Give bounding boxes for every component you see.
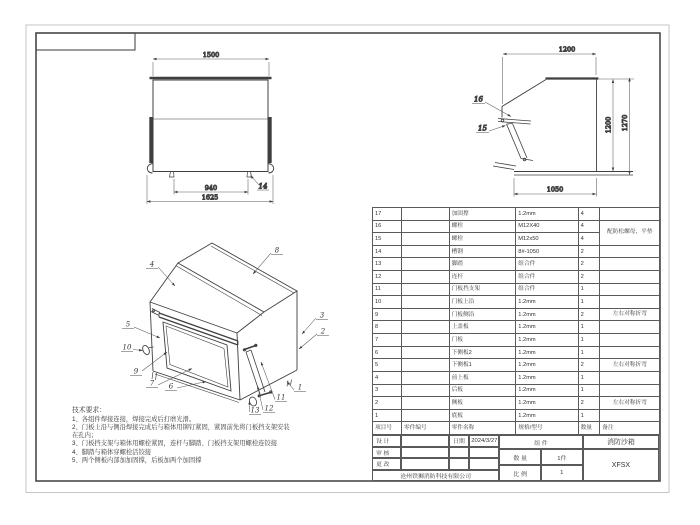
front-dim-top: 1500: [202, 51, 220, 59]
balloon-4: 4: [149, 260, 155, 269]
balloon-6: 6: [168, 382, 174, 391]
balloon-15: 15: [478, 124, 487, 133]
cell-qty: 1: [578, 384, 600, 397]
design-value: [401, 435, 449, 447]
front-dim-bottom: 1625: [201, 193, 219, 202]
cell-part-name: 螺栓: [449, 220, 516, 233]
front-dim-inner: 940: [204, 184, 218, 192]
change-value: [401, 458, 449, 470]
side-dim-top: 1200: [558, 45, 576, 54]
qty-label: 数 量: [499, 449, 541, 465]
scale-label: 比 例: [499, 465, 541, 481]
empty-cell: [449, 458, 470, 470]
cell-item-no: 17: [373, 208, 402, 221]
table-row: [373, 245, 660, 258]
product-code: XFSX: [583, 449, 660, 481]
table-row: [373, 258, 660, 271]
cell-part-no: [402, 245, 450, 258]
balloon-9: 9: [133, 367, 139, 376]
cell-spec: 1.2mm: [516, 296, 578, 309]
cell-item-no: 10: [373, 296, 402, 309]
cell-qty: 2: [578, 359, 600, 372]
cell-qty: 1: [578, 409, 600, 422]
balloon-8: 8: [274, 246, 280, 255]
balloon-5: 5: [125, 320, 131, 329]
cell-qty: 4: [578, 220, 600, 233]
title-block: [372, 435, 660, 481]
cell-spec: 1.2mm: [516, 308, 578, 321]
balloon-11: 11: [276, 393, 286, 402]
cell-part-no: [402, 220, 450, 233]
cell-note: 配防松螺母，平垫: [600, 220, 660, 245]
cell-qty: 2: [578, 245, 600, 258]
cell-part-name: 门板挡支架: [449, 283, 516, 296]
cell-part-no: [402, 208, 450, 221]
cell-spec: 组合件: [516, 283, 578, 296]
table-row: [373, 283, 660, 296]
cell-part-name: 加固撑: [449, 208, 516, 221]
cell-item-no: 6: [373, 346, 402, 359]
tech-requirement-line: 2、门板上沿与侧沿焊接完成后与箱体用铆钉紧固，紧固前先将门板挡支架安装: [72, 424, 290, 431]
table-row: [373, 321, 660, 334]
cell-qty: 2: [578, 308, 600, 321]
cell-qty: 1: [578, 334, 600, 347]
table-row: [373, 371, 660, 384]
balloon-12: 12: [264, 404, 274, 413]
cell-part-no: [402, 308, 450, 321]
cell-spec: M12X40: [516, 220, 578, 233]
cell-spec: 1.2mm: [516, 397, 578, 410]
table-row: [373, 334, 660, 347]
tech-requirements-title: 技术要求：: [72, 407, 106, 414]
design-label: 设 计: [372, 435, 401, 447]
header-cell: 零件编号: [402, 422, 450, 435]
table-row: [373, 208, 660, 221]
cell-qty: 2: [578, 397, 600, 410]
isometric-view-drawing: [121, 243, 329, 415]
scale-value: 1: [541, 465, 583, 481]
qty-value: 1件: [541, 449, 583, 465]
cell-part-name: 后板: [449, 384, 516, 397]
table-row: [373, 346, 660, 359]
cell-item-no: 13: [373, 258, 402, 271]
cell-item-no: 9: [373, 308, 402, 321]
cell-spec: M12x50: [516, 233, 578, 246]
cell-item-no: 3: [373, 384, 402, 397]
cell-part-no: [402, 321, 450, 334]
review-label: 审 核: [372, 447, 401, 459]
balloon-3: 3: [319, 311, 325, 320]
cell-part-no: [402, 346, 450, 359]
cell-note: [600, 371, 660, 384]
side-view-drawing: [472, 46, 634, 197]
cell-spec: 1.2mm: [516, 346, 578, 359]
front-view-drawing: [147, 51, 274, 204]
table-row: [373, 308, 660, 321]
side-dim-bottom: 1050: [546, 185, 564, 194]
cell-part-name: 门板: [449, 334, 516, 347]
balloon-14: 14: [258, 182, 268, 191]
cell-note: 左右对称折弯: [600, 308, 660, 321]
cell-item-no: 11: [373, 283, 402, 296]
corner-box: [36, 33, 135, 50]
cell-item-no: 7: [373, 334, 402, 347]
table-row: [373, 384, 660, 397]
cell-qty: 4: [578, 208, 600, 221]
parts-table-body: [373, 208, 660, 435]
table-row: [373, 296, 660, 309]
cell-spec: 8#-1050: [516, 245, 578, 258]
cell-note: [600, 208, 660, 221]
cell-note: [600, 384, 660, 397]
cell-item-no: 14: [373, 245, 402, 258]
cell-part-name: 侧板: [449, 397, 516, 410]
assembly-label: 组 件: [499, 435, 582, 449]
date-value: 2024/3/27: [469, 435, 499, 447]
cell-item-no: 5: [373, 359, 402, 372]
review-value: [401, 447, 449, 459]
balloon-1: 1: [297, 383, 303, 392]
cell-part-name: 下侧板2: [449, 346, 516, 359]
company-name: 沧州铁狮消防科技有限公司: [372, 470, 499, 482]
technical-requirements: [72, 404, 334, 465]
cell-spec: 1.2mm: [516, 334, 578, 347]
cell-note: [600, 245, 660, 258]
cell-qty: 2: [578, 258, 600, 271]
tech-requirement-line: 5、两个侧板内部加加固撑，后板加两个加固撑: [72, 456, 202, 464]
cell-note: [600, 346, 660, 359]
table-row: [373, 397, 660, 410]
cell-spec: 1.2mm: [516, 371, 578, 384]
cell-part-no: [402, 397, 450, 410]
header-cell: 零件名称: [449, 422, 516, 435]
cell-qty: 1: [578, 321, 600, 334]
header-cell: 数量: [578, 422, 600, 435]
table-row: [373, 271, 660, 284]
cell-item-no: 15: [373, 233, 402, 246]
cell-item-no: 1: [373, 409, 402, 422]
balloon-16: 16: [474, 95, 483, 104]
cell-spec: 1.2mm: [516, 359, 578, 372]
cell-qty: 1: [578, 283, 600, 296]
cell-part-no: [402, 296, 450, 309]
cell-part-name: 槽钢: [449, 245, 516, 258]
empty-cell: [469, 458, 499, 470]
cell-spec: 1.2mm: [516, 321, 578, 334]
table-header-row: [373, 422, 660, 435]
cell-spec: 组合件: [516, 258, 578, 271]
table-row: [373, 359, 660, 372]
cell-part-name: 连杆: [449, 271, 516, 284]
cell-spec: 组合件: [516, 271, 578, 284]
cell-note: [600, 271, 660, 284]
header-cell: 项目号: [373, 422, 402, 435]
balloon-7: 7: [149, 379, 155, 388]
cell-note: [600, 296, 660, 309]
cell-part-no: [402, 359, 450, 372]
cell-part-name: 脚踏: [449, 258, 516, 271]
cell-qty: 1: [578, 371, 600, 384]
cell-part-no: [402, 271, 450, 284]
side-dim-right-inner: 1200: [604, 116, 613, 134]
tech-requirement-line: 1、各组件焊接连接，焊接完成后打磨光滑。: [72, 415, 196, 423]
parts-table: [372, 207, 660, 435]
cell-qty: 1: [578, 296, 600, 309]
cell-part-name: 底板: [449, 409, 516, 422]
cell-part-name: 门板上沿: [449, 296, 516, 309]
cell-note: 左右对称折弯: [600, 359, 660, 372]
cell-part-name: 上盖板: [449, 321, 516, 334]
cell-note: [600, 283, 660, 296]
tech-requirement-line: 在孔内；: [72, 432, 98, 440]
cell-part-name: 前上板: [449, 371, 516, 384]
cell-item-no: 4: [373, 371, 402, 384]
cell-part-no: [402, 371, 450, 384]
cell-note: [600, 258, 660, 271]
cell-item-no: 12: [373, 271, 402, 284]
balloon-10: 10: [122, 343, 132, 352]
cell-part-name: 下侧板1: [449, 359, 516, 372]
table-row: [373, 409, 660, 422]
cell-qty: 1: [578, 346, 600, 359]
cell-item-no: 8: [373, 321, 402, 334]
cell-part-no: [402, 258, 450, 271]
cell-part-no: [402, 233, 450, 246]
header-cell: 规格/型号: [516, 422, 578, 435]
balloon-13: 13: [250, 406, 260, 415]
cell-qty: 2: [578, 271, 600, 284]
date-label: 日期: [449, 435, 470, 447]
table-row: [373, 220, 660, 233]
side-dim-right-outer: 1270: [621, 114, 629, 132]
change-label: 更 改: [372, 458, 401, 470]
cell-part-no: [402, 384, 450, 397]
cell-part-no: [402, 283, 450, 296]
product-name: 消防沙箱: [583, 435, 660, 449]
tech-requirement-line: 3、门板挡支架与箱体用螺栓紧固，连杆与脚踏、门板挡支架用螺栓连铰接: [72, 440, 278, 448]
cell-note: [600, 334, 660, 347]
cell-qty: 4: [578, 233, 600, 246]
cell-note: 左右对称折弯: [600, 397, 660, 410]
cell-spec: 1.2mm: [516, 409, 578, 422]
cell-spec: 1.2mm: [516, 208, 578, 221]
cell-item-no: 16: [373, 220, 402, 233]
cell-part-no: [402, 334, 450, 347]
cell-note: [600, 321, 660, 334]
cell-item-no: 2: [373, 397, 402, 410]
cell-part-no: [402, 409, 450, 422]
tech-requirement-line: 4、脚踏与箱体穿螺栓活铰接: [72, 448, 152, 456]
empty-cell: [449, 447, 470, 459]
balloon-2: 2: [320, 327, 326, 336]
cell-part-name: 门板侧沿: [449, 308, 516, 321]
header-cell: 备注: [600, 422, 660, 435]
cell-part-name: 螺栓: [449, 233, 516, 246]
cell-spec: 1.2mm: [516, 384, 578, 397]
cell-note: [600, 409, 660, 422]
empty-cell: [469, 447, 499, 459]
